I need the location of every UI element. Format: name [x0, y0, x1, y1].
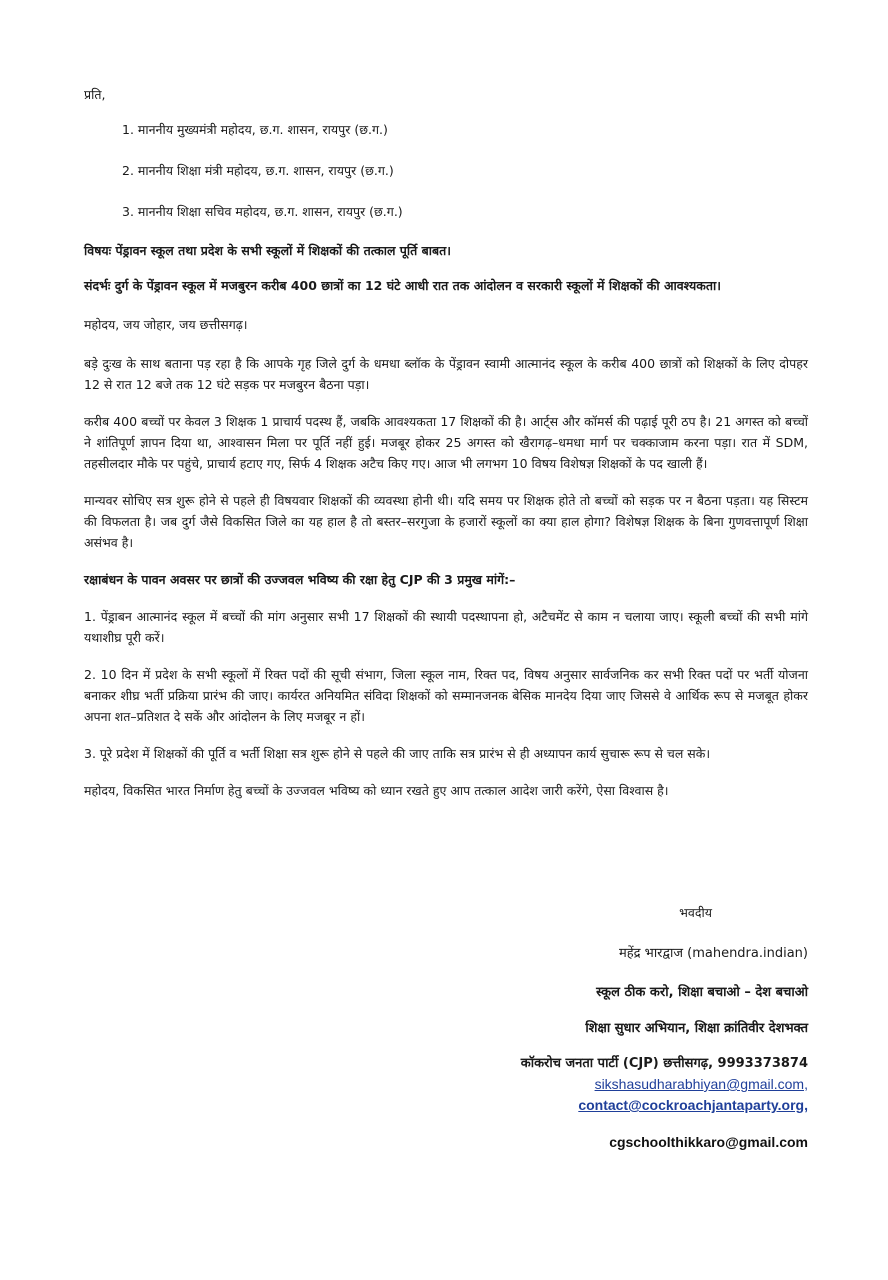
signatory-name: महेंद्र भारद्वाज (mahendra.indian) [618, 946, 808, 961]
campaign-name: शिक्षा सुधार अभियान, शिक्षा क्रांतिवीर देशभक्त [585, 1021, 808, 1036]
addressee-item: 2. माननीय शिक्षा मंत्री महोदय, छ.ग. शासन, रायपुर (छ.ग.) [122, 163, 394, 178]
reference-line: संदर्भः दुर्ग के पेंड्रावन स्कूल में मजबुरन करीब 400 छात्रों का 12 घंटे आधी रात तक आंदोलन व सरकारी स्कूलों में शिक्षकों की आवश्यकता। [84, 278, 721, 293]
demands-heading: रक्षाबंधन के पावन अवसर पर छात्रों की उज्जवल भविष्य की रक्षा हेतु CJP की 3 प्रमुख मांगें:– [84, 572, 516, 587]
demand-item: 2. 10 दिन में प्रदेश के सभी स्कूलों में रिक्त पदों की सूची संभाग, जिला स्कूल नाम, रिक्त पद, विषय अनुसार सार्वजनिक कर सभी रिक्त पदों पर भर्ती योजना बनाकर शीघ्र भर्ती प्रक्रिया प्रारंभ की जाए। कार्यरत अनियमित संविदा शिक्षकों को सम्मानजनक बेसिक मानदेय दिया जाए जिससे वे आर्थिक रूप से मजबूत होकर अपना शत–प्रतिशत दे सकें और आंदोलन के लिए मजबूर न हों। [84, 667, 808, 724]
demand-item: 1. पेंड्राबन आत्मानंद स्कूल में बच्चों की मांग अनुसार सभी 17 शिक्षकों की स्थायी पदस्थापना हो, अटैचमेंट से काम न चलाया जाए। स्कूली बच्चों की सभी मांगे यथाशीघ्र पूरी करें। [84, 609, 808, 645]
slogan: स्कूल ठीक करो, शिक्षा बचाओ – देश बचाओ [596, 985, 808, 1000]
addressee-item: 1. माननीय मुख्यमंत्री महोदय, छ.ग. शासन, रायपुर (छ.ग.) [122, 122, 388, 137]
letter-body [84, 84, 808, 801]
email-text: cgschoolthikkaro@gmail.com [609, 1134, 808, 1150]
closing-paragraph: महोदय, विकसित भारत निर्माण हेतु बच्चों के उज्जवल भविष्य को ध्यान रखते हुए आप तत्काल आदेश जारी करेंगे, ऐसा विश्वास है। [84, 783, 669, 798]
salutation-to: प्रति, [84, 87, 106, 102]
paragraph: बड़े दुःख के साथ बताना पड़ रहा है कि आपके गृह जिले दुर्ग के धमधा ब्लॉक के पेंड्रावन स्वामी आत्मानंद स्कूल के करीब 400 छात्रों को शिक्षकों के लिए दोपहर 12 से रात 12 बजे तक 12 घंटे सड़क पर मजबुरन बैठना पड़ा। [84, 356, 808, 392]
paragraph: मान्यवर सोचिए सत्र शुरू होने से पहले ही विषयवार शिक्षकों की व्यवस्था होनी थी। यदि समय पर शिक्षक होते तो बच्चों को सड़क पर न बैठना पड़ता। यह सिस्टम की विफलता है। जब दुर्ग जैसे विकसित जिले का यह हाल है तो बस्तर–सरगुजा के हजारों स्कूलों का क्या हाल होगा? विशेषज्ञ शिक्षक के बिना गुणवत्तापूर्ण शिक्षा असंभव है। [84, 493, 808, 550]
greeting: महोदय, जय जोहार, जय छत्तीसगढ़। [84, 317, 248, 332]
party-contact: कॉकरोच जनता पार्टी (CJP) छत्तीसगढ़, 9993373874 [520, 1056, 808, 1071]
email-link[interactable]: contact@cockroachjantaparty.org, [578, 1097, 808, 1113]
addressee-item: 3. माननीय शिक्षा सचिव महोदय, छ.ग. शासन, रायपुर (छ.ग.) [122, 204, 403, 219]
valediction: भवदीय [679, 905, 712, 920]
demand-item: 3. पूरे प्रदेश में शिक्षकों की पूर्ति व भर्ती शिक्षा सत्र शुरू होने से पहले की जाए ताकि सत्र प्रारंभ से ही अध्यापन कार्य सुचारू रूप से चल सके। [84, 746, 711, 761]
addressee-list [84, 119, 808, 222]
subject-line: विषयः पेंड्रावन स्कूल तथा प्रदेश के सभी स्कूलों में शिक्षकों की तत्काल पूर्ति बाबत। [84, 243, 451, 258]
email-link[interactable]: sikshasudharabhiyan@gmail.com, [594, 1076, 808, 1092]
paragraph: करीब 400 बच्चों पर केवल 3 शिक्षक 1 प्राचार्य पदस्थ हैं, जबकि आवश्यकता 17 शिक्षकों की है। आर्ट्स और कॉमर्स की पढ़ाई पूरी ठप है। 21 अगस्त को बच्चों ने शांतिपूर्ण ज्ञापन दिया था, आश्वासन मिला पर पूर्ति नहीं हुई। मजबूर होकर 25 अगस्त को खैरागढ़–धमधा मार्ग पर चक्काजाम करना पड़ा। रात में SDM, तहसीलदार मौके पर पहुंचे, प्राचार्य हटाए गए, सिर्फ 4 शिक्षक अटैच किए गए। आज भी लगभग 10 विषय विशेषज्ञ शिक्षकों के पद खाली हैं। [84, 414, 808, 471]
